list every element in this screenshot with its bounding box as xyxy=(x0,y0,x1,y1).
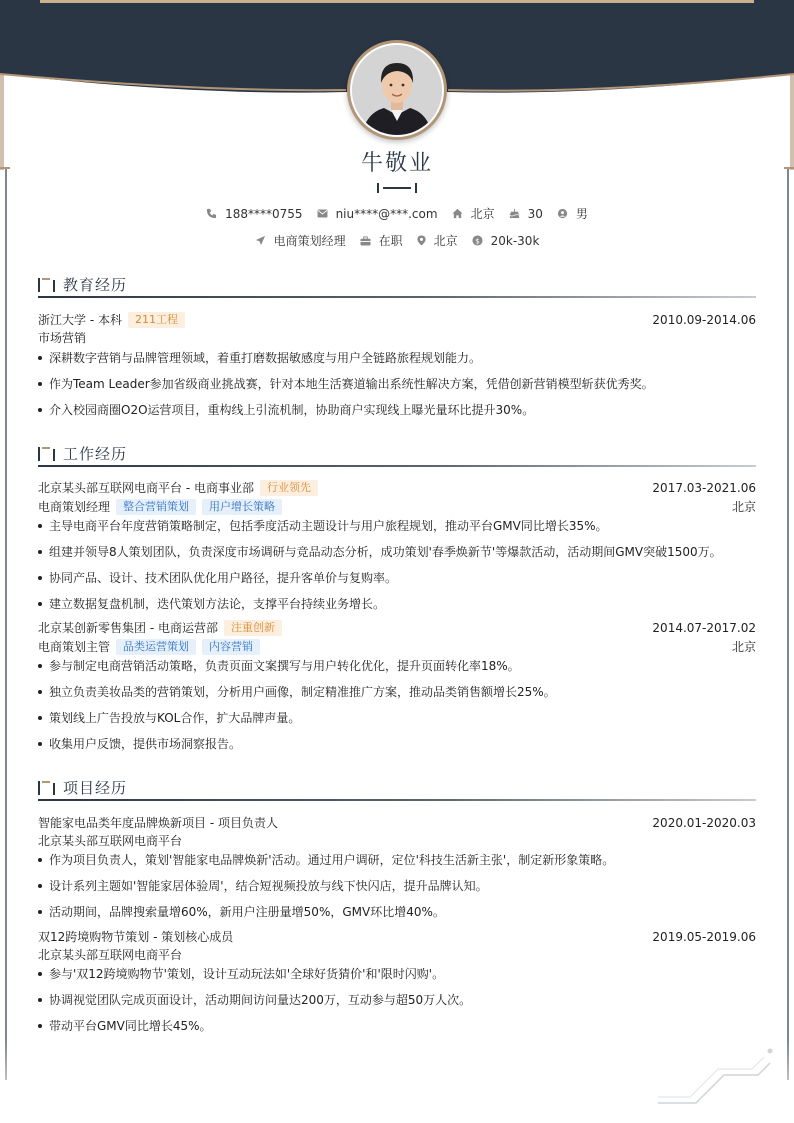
list-item: 独立负责美妆品类的营销策划，分析用户画像，制定精准推广方案，推动品类销售额增长25%。 xyxy=(38,683,756,701)
job-title: 电商策划主管 xyxy=(38,640,111,654)
list-item: 协调视觉团队完成页面设计，活动期间访问量达200万，互动参与超50万人次。 xyxy=(38,991,756,1009)
project-org: 北京某头部互联网电商平台 xyxy=(38,948,183,962)
section-bracket-icon xyxy=(38,781,56,795)
salary-item xyxy=(472,234,540,248)
candidate-name: 牛敬业 xyxy=(360,151,433,176)
section-title: 项目经历 xyxy=(63,779,128,797)
list-item: 主导电商平台年度营销策略制定，包括季度活动主题设计与用户旅程规划，推动平台GMV同比增长35%。 xyxy=(38,517,756,535)
project-entry-header xyxy=(38,814,756,832)
list-item: 建立数据复盘机制，迭代策划方法论，支撑平台持续业务增长。 xyxy=(38,595,756,613)
company-tag: 注重创新 xyxy=(224,620,282,636)
work-entry-header xyxy=(38,479,756,497)
work-section-header xyxy=(38,439,756,469)
list-item: 活动期间，品牌搜索量增60%，新用户注册量增50%，GMV环比增40%。 xyxy=(38,903,756,921)
list-item: 收集用户反馈，提供市场洞察报告。 xyxy=(38,735,756,753)
work-city: 北京 xyxy=(731,640,756,654)
list-item: 介入校园商圈O2O运营项目，重构线上引流机制，协助商户实现线上曝光量环比提升30%。 xyxy=(38,401,756,419)
projects-section-header xyxy=(38,773,756,803)
work-role-row xyxy=(38,498,756,516)
target-job-item xyxy=(255,232,346,249)
age-text: 30 xyxy=(527,206,543,221)
company-name: 北京某创新零售集团 - 电商运营部 xyxy=(38,621,218,635)
contact-info xyxy=(0,205,794,222)
project-date: 2020.01-2020.03 xyxy=(652,816,756,830)
avatar-frame xyxy=(347,40,447,140)
email-item xyxy=(317,207,438,221)
skill-tag: 用户增长策略 xyxy=(202,499,282,515)
salary-text: 20k-30k xyxy=(490,233,540,248)
list-item: 参与制定电商营销活动策略，负责页面文案撰写与用户转化优化，提升页面转化率18%。 xyxy=(38,657,756,675)
phone-icon xyxy=(206,208,217,219)
list-item: 作为项目负责人，策划'智能家电品牌焕新'活动。通过用户调研，定位'科技生活新主张'，制定新形象策略。 xyxy=(38,851,756,869)
section-title: 工作经历 xyxy=(63,445,128,463)
major: 市场营销 xyxy=(38,331,87,345)
company-tag: 行业领先 xyxy=(260,480,318,496)
list-item: 参与'双12跨境购物节'策划，设计互动玩法如'全球好货猜价'和'限时闪购'。 xyxy=(38,965,756,983)
company-name: 北京某头部互联网电商平台 - 电商事业部 xyxy=(38,481,254,495)
work-city: 北京 xyxy=(731,500,756,514)
list-item: 作为Team Leader参加省级商业挑战赛，针对本地生活赛道输出系统性解决方案，凭借创新营销模型斩获优秀奖。 xyxy=(38,375,756,393)
project-org-row xyxy=(38,832,756,850)
education-major-row xyxy=(38,329,756,347)
svg-text:$: $ xyxy=(474,236,480,246)
location-pin-icon xyxy=(417,235,426,246)
age-item xyxy=(509,207,543,221)
cake-icon xyxy=(509,208,520,219)
gender-item xyxy=(557,205,588,222)
home-icon xyxy=(452,208,463,219)
target-city-item xyxy=(417,232,458,249)
skill-tag: 整合营销策划 xyxy=(116,499,196,515)
status-text: 在职 xyxy=(378,234,403,248)
email-text: niu****@***.com xyxy=(335,206,438,221)
job-intent xyxy=(0,232,794,249)
project-org-row xyxy=(38,946,756,964)
list-item: 设计系列主题如'智能家居体验周'，结合短视频投放与线下快闪店，提升品牌认知。 xyxy=(38,877,756,895)
city-item xyxy=(452,205,495,222)
work-role-row xyxy=(38,638,756,656)
target-city-text: 北京 xyxy=(433,234,458,248)
section-title: 教育经历 xyxy=(63,276,128,294)
name-divider xyxy=(377,183,417,193)
education-entry-header xyxy=(38,311,756,329)
project-org: 北京某头部互联网电商平台 xyxy=(38,834,183,848)
project-date: 2019.05-2019.06 xyxy=(652,930,756,944)
job-title: 电商策划经理 xyxy=(38,500,111,514)
list-item: 策划线上广告投放与KOL合作，扩大品牌声量。 xyxy=(38,709,756,727)
skill-tag: 内容营销 xyxy=(202,639,260,655)
work-date: 2014.07-2017.02 xyxy=(652,621,756,635)
corner-decoration xyxy=(656,1045,776,1105)
money-icon xyxy=(472,235,483,246)
gender-icon xyxy=(557,208,568,219)
mail-icon xyxy=(317,209,328,218)
school-name: 浙江大学 - 本科 xyxy=(38,313,122,327)
briefcase-icon xyxy=(360,236,371,246)
section-bracket-icon xyxy=(38,278,56,292)
list-item: 协同产品、设计、技术团队优化用户路径，提升客单价与复购率。 xyxy=(38,569,756,587)
section-bracket-icon xyxy=(38,447,56,461)
work-date: 2017.03-2021.06 xyxy=(652,481,756,495)
list-item: 深耕数字营销与品牌管理领域，着重打磨数据敏感度与用户全链路旅程规划能力。 xyxy=(38,349,756,367)
status-item xyxy=(360,232,403,249)
education-date: 2010.09-2014.06 xyxy=(652,313,756,327)
work-entry-header xyxy=(38,619,756,637)
gender-text: 男 xyxy=(575,207,588,221)
list-item: 带动平台GMV同比增长45%。 xyxy=(38,1017,756,1035)
section-divider xyxy=(38,296,756,298)
section-divider xyxy=(38,799,756,801)
school-tag: 211工程 xyxy=(128,312,185,328)
list-item: 组建并领导8人策划团队，负责深度市场调研与竞品动态分析，成功策划'春季焕新节'等爆款活动，活动期间GMV突破1500万。 xyxy=(38,543,756,561)
project-entry-header xyxy=(38,928,756,946)
skill-tag: 品类运营策划 xyxy=(116,639,196,655)
project-title: 双12跨境购物节策划 - 策划核心成员 xyxy=(38,930,234,944)
project-title: 智能家电品类年度品牌焕新项目 - 项目负责人 xyxy=(38,816,278,830)
send-icon xyxy=(255,235,266,246)
phone-text: 188****0755 xyxy=(225,206,303,221)
target-job-text: 电商策划经理 xyxy=(273,234,346,248)
phone-item xyxy=(206,207,302,221)
avatar xyxy=(350,43,444,137)
education-section-header xyxy=(38,270,756,300)
section-divider xyxy=(38,465,756,467)
city-text: 北京 xyxy=(470,207,495,221)
